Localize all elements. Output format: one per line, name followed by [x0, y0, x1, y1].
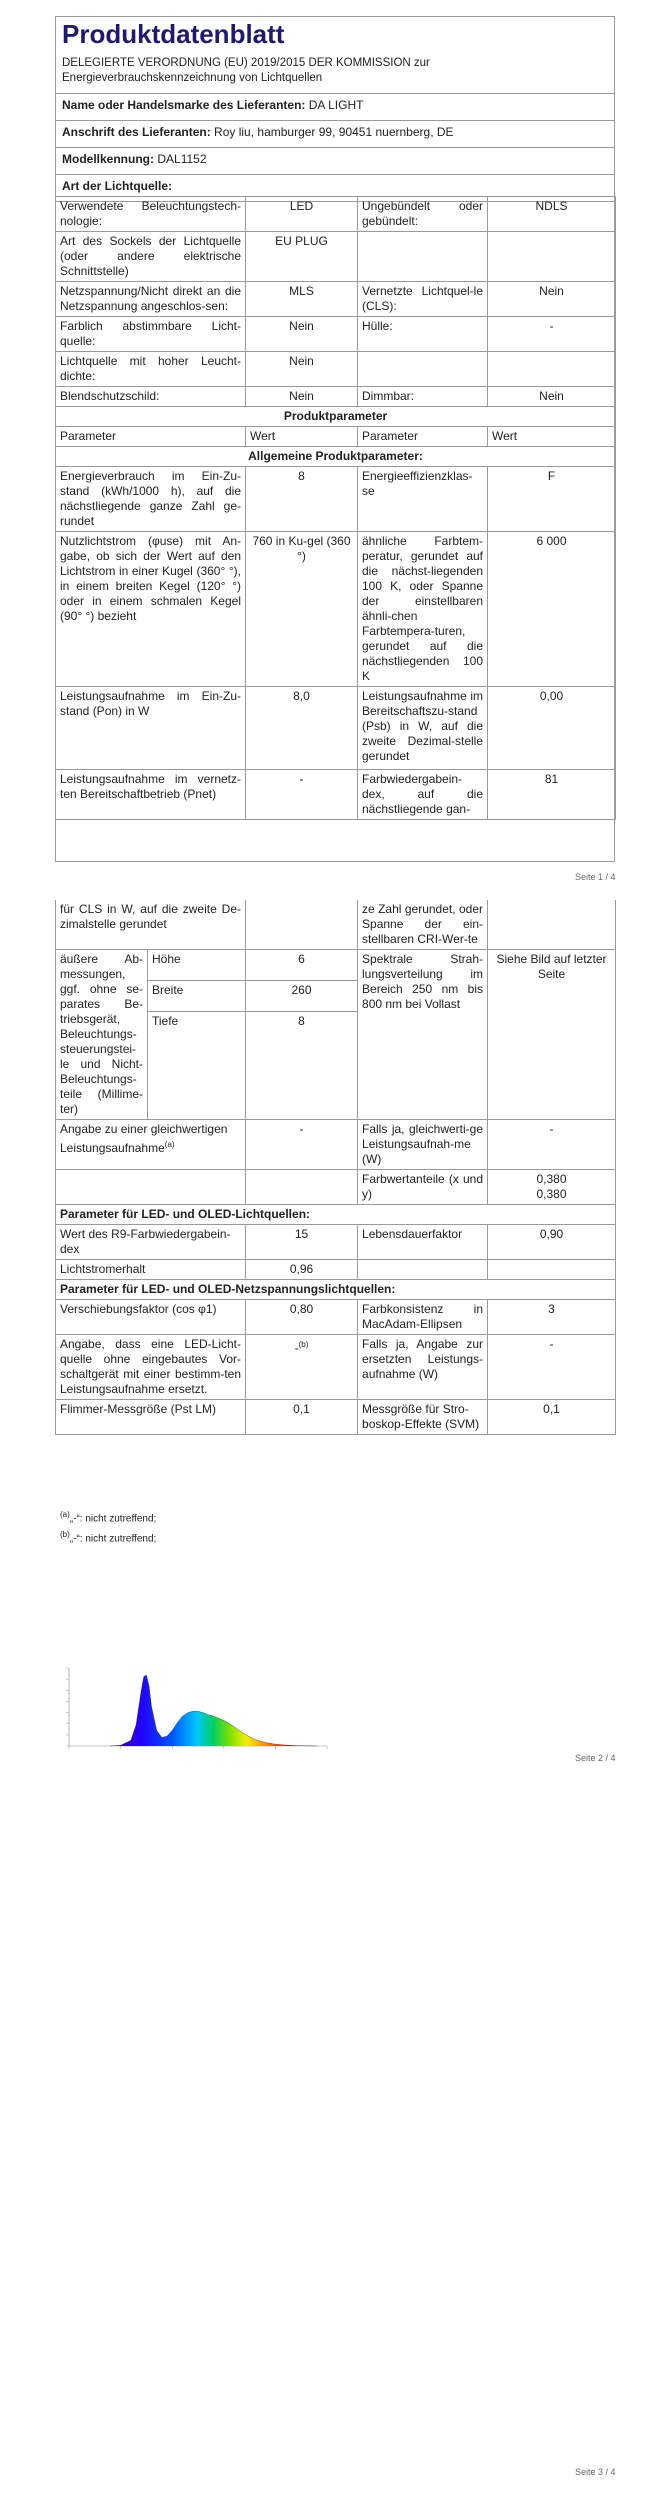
type-label: Lichtquelle mit hoher Leucht-dichte: [56, 352, 246, 387]
param-label [56, 1170, 246, 1205]
param-value: 8 [246, 467, 358, 532]
value-text: - [294, 1341, 299, 1355]
type-value: LED [246, 197, 358, 232]
param-label-cont: ze Zahl gerundet, oder Spanne der ein-stellbaren CRI-Wer-te [358, 900, 488, 950]
equivalent-power-label [56, 1120, 246, 1170]
param-label [358, 1260, 488, 1280]
param-value: 6 000 [488, 532, 616, 687]
param-value [246, 900, 358, 950]
param-value [488, 1260, 616, 1280]
param-label: Farbwertanteile (x und y) [358, 1170, 488, 1205]
address-value: Roy liu, hamburger 99, 90451 nuernberg, DE [214, 125, 454, 139]
param-label: Falls ja, Angabe zur ersetzten Leistungs-aufnahme (W) [358, 1335, 488, 1400]
param-label: Energieverbrauch im Ein-Zu-stand (kWh/1000 h), auf die nächstliegende ganze Zahl ge-rundet [56, 467, 246, 532]
type-value: Nein [246, 352, 358, 387]
model-value: DAL1152 [157, 152, 207, 166]
type-value: MLS [246, 282, 358, 317]
type-value: Nein [488, 387, 616, 407]
param-label: Verschiebungsfaktor (cos φ1) [56, 1300, 246, 1335]
spectral-distribution-chart [55, 1660, 345, 1755]
footnote-text: „-“: nicht zutreffend; [69, 1533, 157, 1545]
model-label: Modellkennung: [62, 152, 154, 166]
col-param: Parameter [56, 427, 246, 447]
supplier-table [55, 93, 615, 202]
brand-value: DA LIGHT [308, 98, 364, 112]
param-row [56, 1120, 616, 1170]
regulation-subtitle: DELEGIERTE VERORDNUNG (EU) 2019/2015 DER KOMMISSION zur Energieverbrauchskennzeichnung von Lichtquellen [62, 57, 430, 84]
param-value: 0,1 [488, 1400, 616, 1435]
equivalent-power-text: Angabe zu einer gleichwertigen Leistungsaufnahme [60, 1122, 228, 1155]
type-row [56, 197, 616, 232]
dimension-name: Breite [148, 981, 246, 1012]
chromaticity-value [488, 1170, 616, 1205]
type-row [56, 232, 616, 282]
type-value: Nein [246, 387, 358, 407]
param-value: 3 [488, 1300, 616, 1335]
type-value: EU PLUG [246, 232, 358, 282]
type-row [56, 317, 616, 352]
param-label: Wert des R9-Farbwiedergabein-dex [56, 1225, 246, 1260]
type-label [358, 352, 488, 387]
chromaticity-x: 0,380 [536, 1172, 567, 1186]
param-value: - [488, 1120, 616, 1170]
param-value: 0,00 [488, 687, 616, 770]
dimension-row [56, 950, 616, 981]
param-value: 0,90 [488, 1225, 616, 1260]
type-value [488, 232, 616, 282]
type-label: Verwendete Beleuchtungstech-nologie: [56, 197, 246, 232]
param-label: Leistungsaufnahme im Ein-Zu-stand (Pon) in W [56, 687, 246, 770]
product-params-heading: Produktparameter [56, 407, 616, 427]
page-number: Seite 3 / 4 [575, 2467, 616, 2477]
type-value: - [488, 317, 616, 352]
param-row [56, 1225, 616, 1260]
param-label: Leistungsaufnahme im vernetz-ten Bereitschaftbetrieb (Pnet) [56, 770, 246, 820]
param-row [56, 467, 616, 532]
page-number: Seite 1 / 4 [575, 872, 616, 882]
type-value: Nein [488, 282, 616, 317]
led-params-heading: Parameter für LED- und OLED-Lichtquellen: [56, 1205, 616, 1225]
param-label: Farbkonsistenz in MacAdam-Ellipsen [358, 1300, 488, 1335]
type-row [56, 282, 616, 317]
type-label: Art des Sockels der Lichtquelle (oder andere elektrische Schnittstelle) [56, 232, 246, 282]
type-label: Dimmbar: [358, 387, 488, 407]
param-header-row [56, 427, 616, 447]
param-value: 760 in Ku-gel (360 °) [246, 532, 358, 687]
col-param: Parameter [358, 427, 488, 447]
col-value: Wert [246, 427, 358, 447]
dimension-value: 6 [246, 950, 358, 981]
param-label: Falls ja, gleichwerti-ge Leistungsaufnah-me (W) [358, 1120, 488, 1170]
type-row [56, 352, 616, 387]
type-label [358, 232, 488, 282]
param-value: 15 [246, 1225, 358, 1260]
spectral-label: Spektrale Strah-lungsverteilung im Bereich 250 nm bis 800 nm bei Vollast [358, 950, 488, 1120]
dimension-value: 260 [246, 981, 358, 1012]
type-label: Hülle: [358, 317, 488, 352]
footnote-marker: (b) [60, 1530, 70, 1539]
param-label: Leistungsaufnahme im Bereitschaftszu-stand (Psb) in W, auf die zweite Dezimal-stelle gerundet [358, 687, 488, 770]
param-row [56, 1170, 616, 1205]
param-row [56, 687, 616, 770]
dimensions-label: äußere Ab-messungen, ggf. ohne se-parates Be-triebsgerät, Beleuchtungs-steuerungstei-le und Nicht-Beleuchtungs-teile (Millime-ter) [56, 950, 148, 1120]
type-label: Blendschutzschild: [56, 387, 246, 407]
dimension-name: Tiefe [148, 1012, 246, 1120]
mls-params-heading: Parameter für LED- und OLED-Netzspannungslichtquellen: [56, 1280, 616, 1300]
type-label: Farblich abstimmbare Licht-quelle: [56, 317, 246, 352]
param-row [56, 770, 616, 820]
param-row [56, 1300, 616, 1335]
param-label: Flimmer-Messgröße (Pst LM) [56, 1400, 246, 1435]
param-row [56, 1260, 616, 1280]
footnote-text: „-“: nicht zutreffend; [69, 1513, 157, 1525]
param-label-cont: für CLS in W, auf die zweite De-zimalstelle gerundet [56, 900, 246, 950]
param-label: Energieeffizienzklas-se [358, 467, 488, 532]
light-source-type-heading: Art der Lichtquelle: [56, 175, 615, 202]
dimension-value: 8 [246, 1012, 358, 1120]
continued-row [56, 900, 616, 950]
param-label: Lichtstromerhalt [56, 1260, 246, 1280]
page-number: Seite 2 / 4 [575, 1753, 616, 1763]
model-row [56, 148, 615, 175]
brand-label: Name oder Handelsmarke des Lieferanten: [62, 98, 306, 112]
param-value: 8,0 [246, 687, 358, 770]
param-value: 81 [488, 770, 616, 820]
type-label: Vernetzte Lichtquel-le (CLS): [358, 282, 488, 317]
type-label: Ungebündelt oder gebündelt: [358, 197, 488, 232]
dimension-name: Höhe [148, 950, 246, 981]
param-value: - [488, 1335, 616, 1400]
footnote-b [60, 1528, 156, 1545]
footnote-ref: (a) [164, 1140, 175, 1149]
type-value: Nein [246, 317, 358, 352]
general-params-heading: Allgemeine Produktparameter: [56, 447, 616, 467]
param-label: Messgröße für Stro-boskop-Effekte (SVM) [358, 1400, 488, 1435]
param-row [56, 532, 616, 687]
param-value: - [246, 1120, 358, 1170]
param-value: 0,1 [246, 1400, 358, 1435]
brand-row [56, 94, 615, 121]
param-value: F [488, 467, 616, 532]
footnote-ref: (b) [298, 1340, 309, 1349]
continued-table [55, 900, 616, 1435]
address-label: Anschrift des Lieferanten: [62, 125, 211, 139]
param-label: Farbwiedergabein-dex, auf die nächstliegende gan- [358, 770, 488, 820]
param-value [246, 1170, 358, 1205]
light-source-type-table [55, 196, 616, 820]
type-label: Netzspannung/Nicht direkt an die Netzspannung angeschlos-sen: [56, 282, 246, 317]
footnote-marker: (a) [60, 1510, 70, 1519]
param-value [488, 900, 616, 950]
param-label: Angabe, dass eine LED-Licht-quelle ohne eingebautes Vor-schaltgerät mit einer bestimm-ten Leistungsaufnahme ersetzt. [56, 1335, 246, 1400]
param-value: 0,96 [246, 1260, 358, 1280]
col-value: Wert [488, 427, 616, 447]
footnote-a [60, 1508, 156, 1525]
param-value [246, 1335, 358, 1400]
param-label: Lebensdauerfaktor [358, 1225, 488, 1260]
param-label: ähnliche Farbtem-peratur, gerundet auf die nächst-liegenden 100 K, oder Spanne der einstellbaren ähnli-chen Farbtempera-turen, gerundet auf die nächstliegenden 100 K [358, 532, 488, 687]
param-label: Nutzlichtstrom (φuse) mit An-gabe, ob sich der Wert auf den Lichtstrom in einer Kugel (360° °), in einem breiten Kegel (120° °) oder in einem schmalen Kegel (90° °) bezieht [56, 532, 246, 687]
param-value: 0,80 [246, 1300, 358, 1335]
type-row [56, 387, 616, 407]
param-row [56, 1335, 616, 1400]
chromaticity-y: 0,380 [536, 1187, 567, 1201]
type-value: NDLS [488, 197, 616, 232]
document-title: Produktdatenblatt [62, 19, 285, 49]
spectral-value: Siehe Bild auf letzter Seite [488, 950, 616, 1120]
type-value [488, 352, 616, 387]
param-row [56, 1400, 616, 1435]
param-value: - [246, 770, 358, 820]
address-row [56, 121, 615, 148]
spectrum-area [110, 1675, 316, 1746]
